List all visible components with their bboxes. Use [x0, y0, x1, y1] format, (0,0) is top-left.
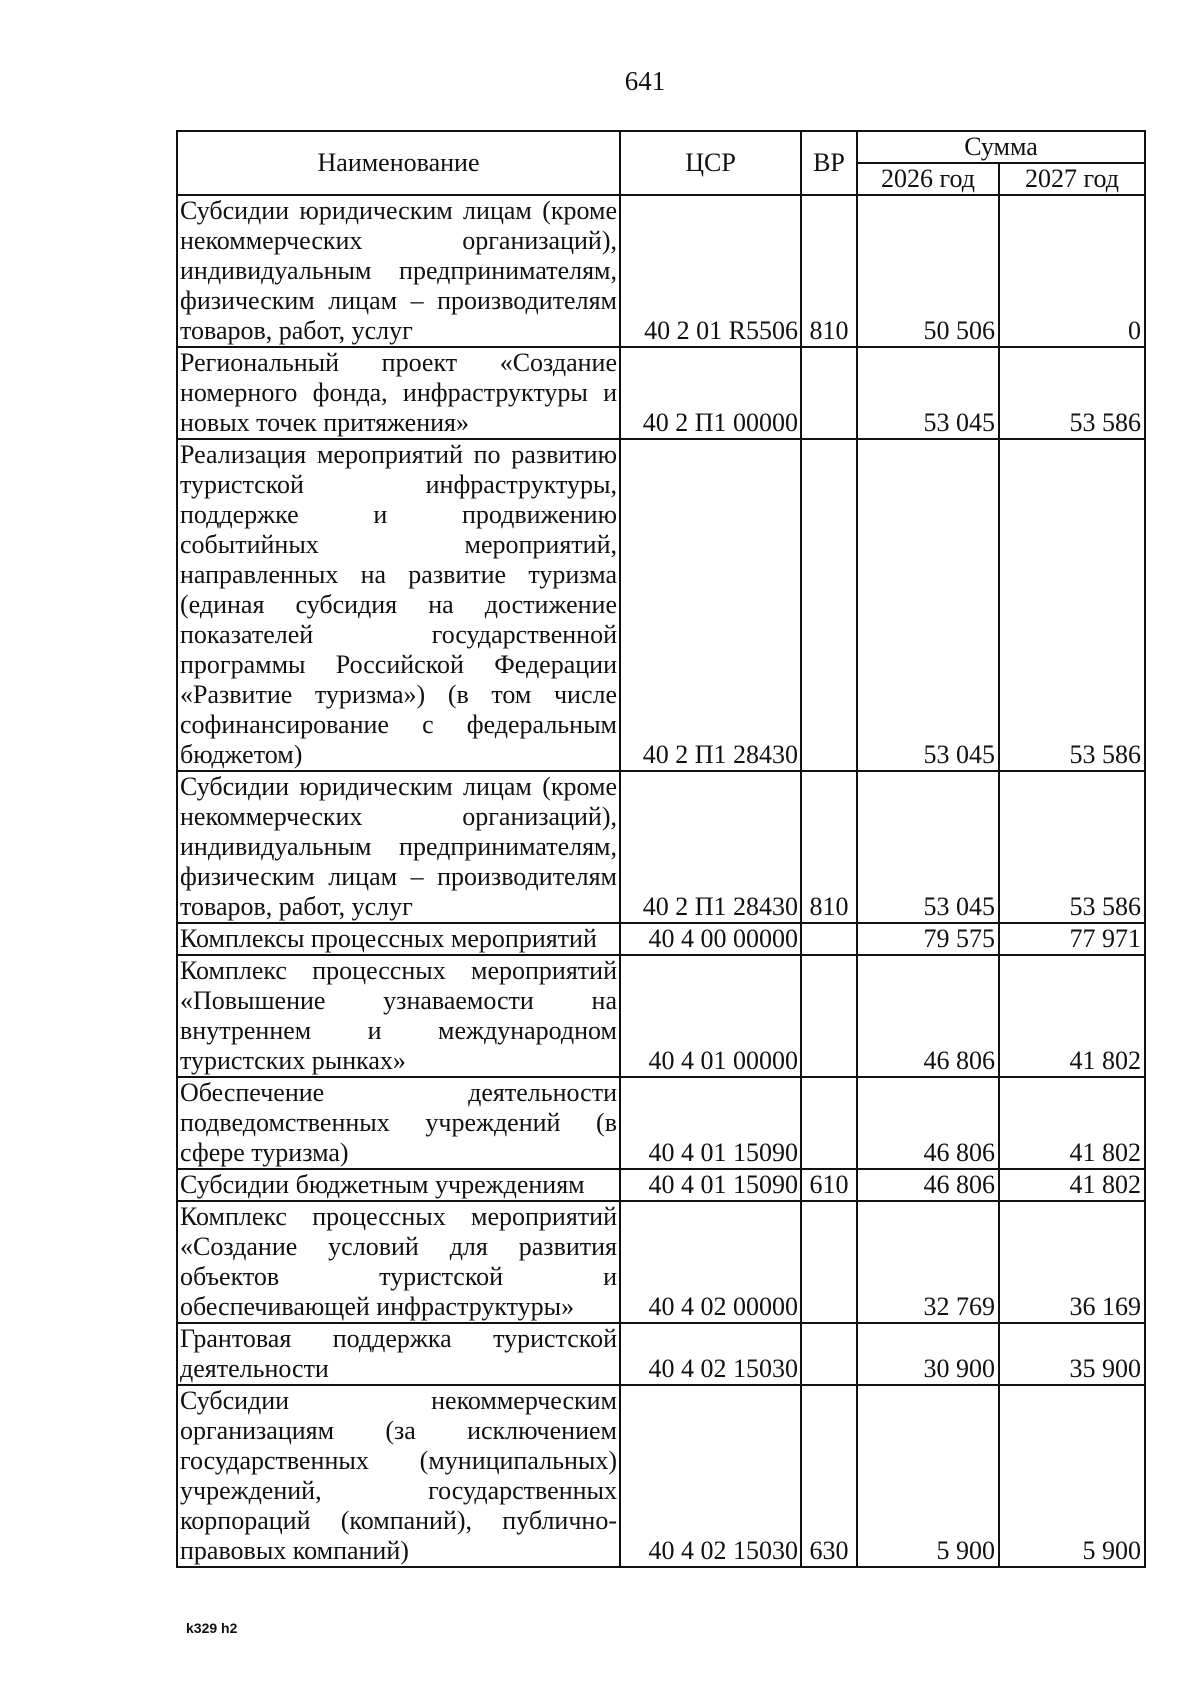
row-vr: [801, 923, 857, 955]
row-vr: [801, 1323, 857, 1385]
row-amount-2026: 53 045: [857, 347, 999, 439]
row-csr: 40 2 01 R5506: [620, 195, 801, 347]
row-amount-2026: 32 769: [857, 1201, 999, 1323]
row-vr: 630: [801, 1385, 857, 1567]
page-number: 641: [624, 66, 666, 96]
table-row: [177, 771, 1145, 923]
row-csr: 40 4 02 15030: [620, 1323, 801, 1385]
row-csr: 40 4 01 00000: [620, 955, 801, 1077]
footer-code: k329 h2: [186, 1620, 238, 1636]
table-row: [177, 1385, 1145, 1567]
row-amount-2027: 53 586: [999, 771, 1145, 923]
row-amount-2027: 77 971: [999, 923, 1145, 955]
table-header: [177, 131, 1145, 195]
row-name: Комплекс процессных мероприятий «Создание условий для развития объектов туристской и обеспечивающей инфраструктуры»: [177, 1201, 620, 1323]
row-name: Субсидии юридическим лицам (кроме некоммерческих организаций), индивидуальным предпринимателям, физическим лицам – производителям товаров, работ, услуг: [177, 195, 620, 347]
table-row: [177, 1077, 1145, 1169]
header-csr: ЦСР: [620, 131, 801, 195]
row-csr: 40 4 01 15090: [620, 1077, 801, 1169]
row-amount-2026: 30 900: [857, 1323, 999, 1385]
table-row: [177, 439, 1145, 771]
row-amount-2027: 41 802: [999, 955, 1145, 1077]
row-name: Грантовая поддержка туристской деятельности: [177, 1323, 620, 1385]
row-name: Комплекс процессных мероприятий «Повышение узнаваемости на внутреннем и международном туристских рынках»: [177, 955, 620, 1077]
row-amount-2027: 36 169: [999, 1201, 1145, 1323]
row-name: Реализация мероприятий по развитию туристской инфраструктуры, поддержке и продвижению событийных мероприятий, направленных на развитие туризма (единая субсидия на достижение показателей государственной программы Российской Федерации «Развитие туризма») (в том числе софинансирование с федеральным бюджетом): [177, 439, 620, 771]
row-amount-2027: 35 900: [999, 1323, 1145, 1385]
row-csr: 40 2 П1 00000: [620, 347, 801, 439]
row-csr: 40 4 02 15030: [620, 1385, 801, 1567]
header-year-2026: 2026 год: [857, 163, 999, 195]
table-row: [177, 923, 1145, 955]
table-row: [177, 1201, 1145, 1323]
header-amount: Сумма: [857, 131, 1145, 163]
row-vr: [801, 1077, 857, 1169]
table-body: [177, 195, 1145, 1567]
row-name: Субсидии некоммерческим организациям (за исключением государственных (муниципальных) учреждений, государственных корпораций (компаний), публично-правовых компаний): [177, 1385, 620, 1567]
row-vr: [801, 439, 857, 771]
row-amount-2027: 41 802: [999, 1077, 1145, 1169]
table-row: [177, 955, 1145, 1077]
row-csr: 40 4 02 00000: [620, 1201, 801, 1323]
row-vr: 810: [801, 771, 857, 923]
row-amount-2026: 79 575: [857, 923, 999, 955]
header-vr: ВР: [801, 131, 857, 195]
table-row: [177, 1323, 1145, 1385]
row-vr: 810: [801, 195, 857, 347]
row-amount-2027: 5 900: [999, 1385, 1145, 1567]
row-vr: [801, 1201, 857, 1323]
row-csr: 40 4 00 00000: [620, 923, 801, 955]
row-vr: [801, 347, 857, 439]
row-amount-2026: 46 806: [857, 1077, 999, 1169]
row-amount-2027: 41 802: [999, 1169, 1145, 1201]
row-csr: 40 2 П1 28430: [620, 771, 801, 923]
row-amount-2026: 53 045: [857, 439, 999, 771]
row-name: Обеспечение деятельности подведомственных учреждений (в сфере туризма): [177, 1077, 620, 1169]
row-amount-2026: 53 045: [857, 771, 999, 923]
row-vr: [801, 955, 857, 1077]
table-row: [177, 347, 1145, 439]
row-name: Региональный проект «Создание номерного фонда, инфраструктуры и новых точек притяжения»: [177, 347, 620, 439]
row-name: Комплексы процессных мероприятий: [177, 923, 620, 955]
row-csr: 40 4 01 15090: [620, 1169, 801, 1201]
row-csr: 40 2 П1 28430: [620, 439, 801, 771]
table-row: [177, 1169, 1145, 1201]
table-row: [177, 195, 1145, 347]
row-amount-2027: 53 586: [999, 439, 1145, 771]
header-year-2027: 2027 год: [999, 163, 1145, 195]
row-amount-2026: 5 900: [857, 1385, 999, 1567]
row-vr: 610: [801, 1169, 857, 1201]
row-name: Субсидии юридическим лицам (кроме некоммерческих организаций), индивидуальным предпринимателям, физическим лицам – производителям товаров, работ, услуг: [177, 771, 620, 923]
header-name: Наименование: [177, 131, 620, 195]
row-amount-2026: 46 806: [857, 955, 999, 1077]
row-amount-2026: 50 506: [857, 195, 999, 347]
row-amount-2026: 46 806: [857, 1169, 999, 1201]
row-amount-2027: 0: [999, 195, 1145, 347]
budget-table: [176, 130, 1146, 1568]
row-name: Субсидии бюджетным учреждениям: [177, 1169, 620, 1201]
row-amount-2027: 53 586: [999, 347, 1145, 439]
